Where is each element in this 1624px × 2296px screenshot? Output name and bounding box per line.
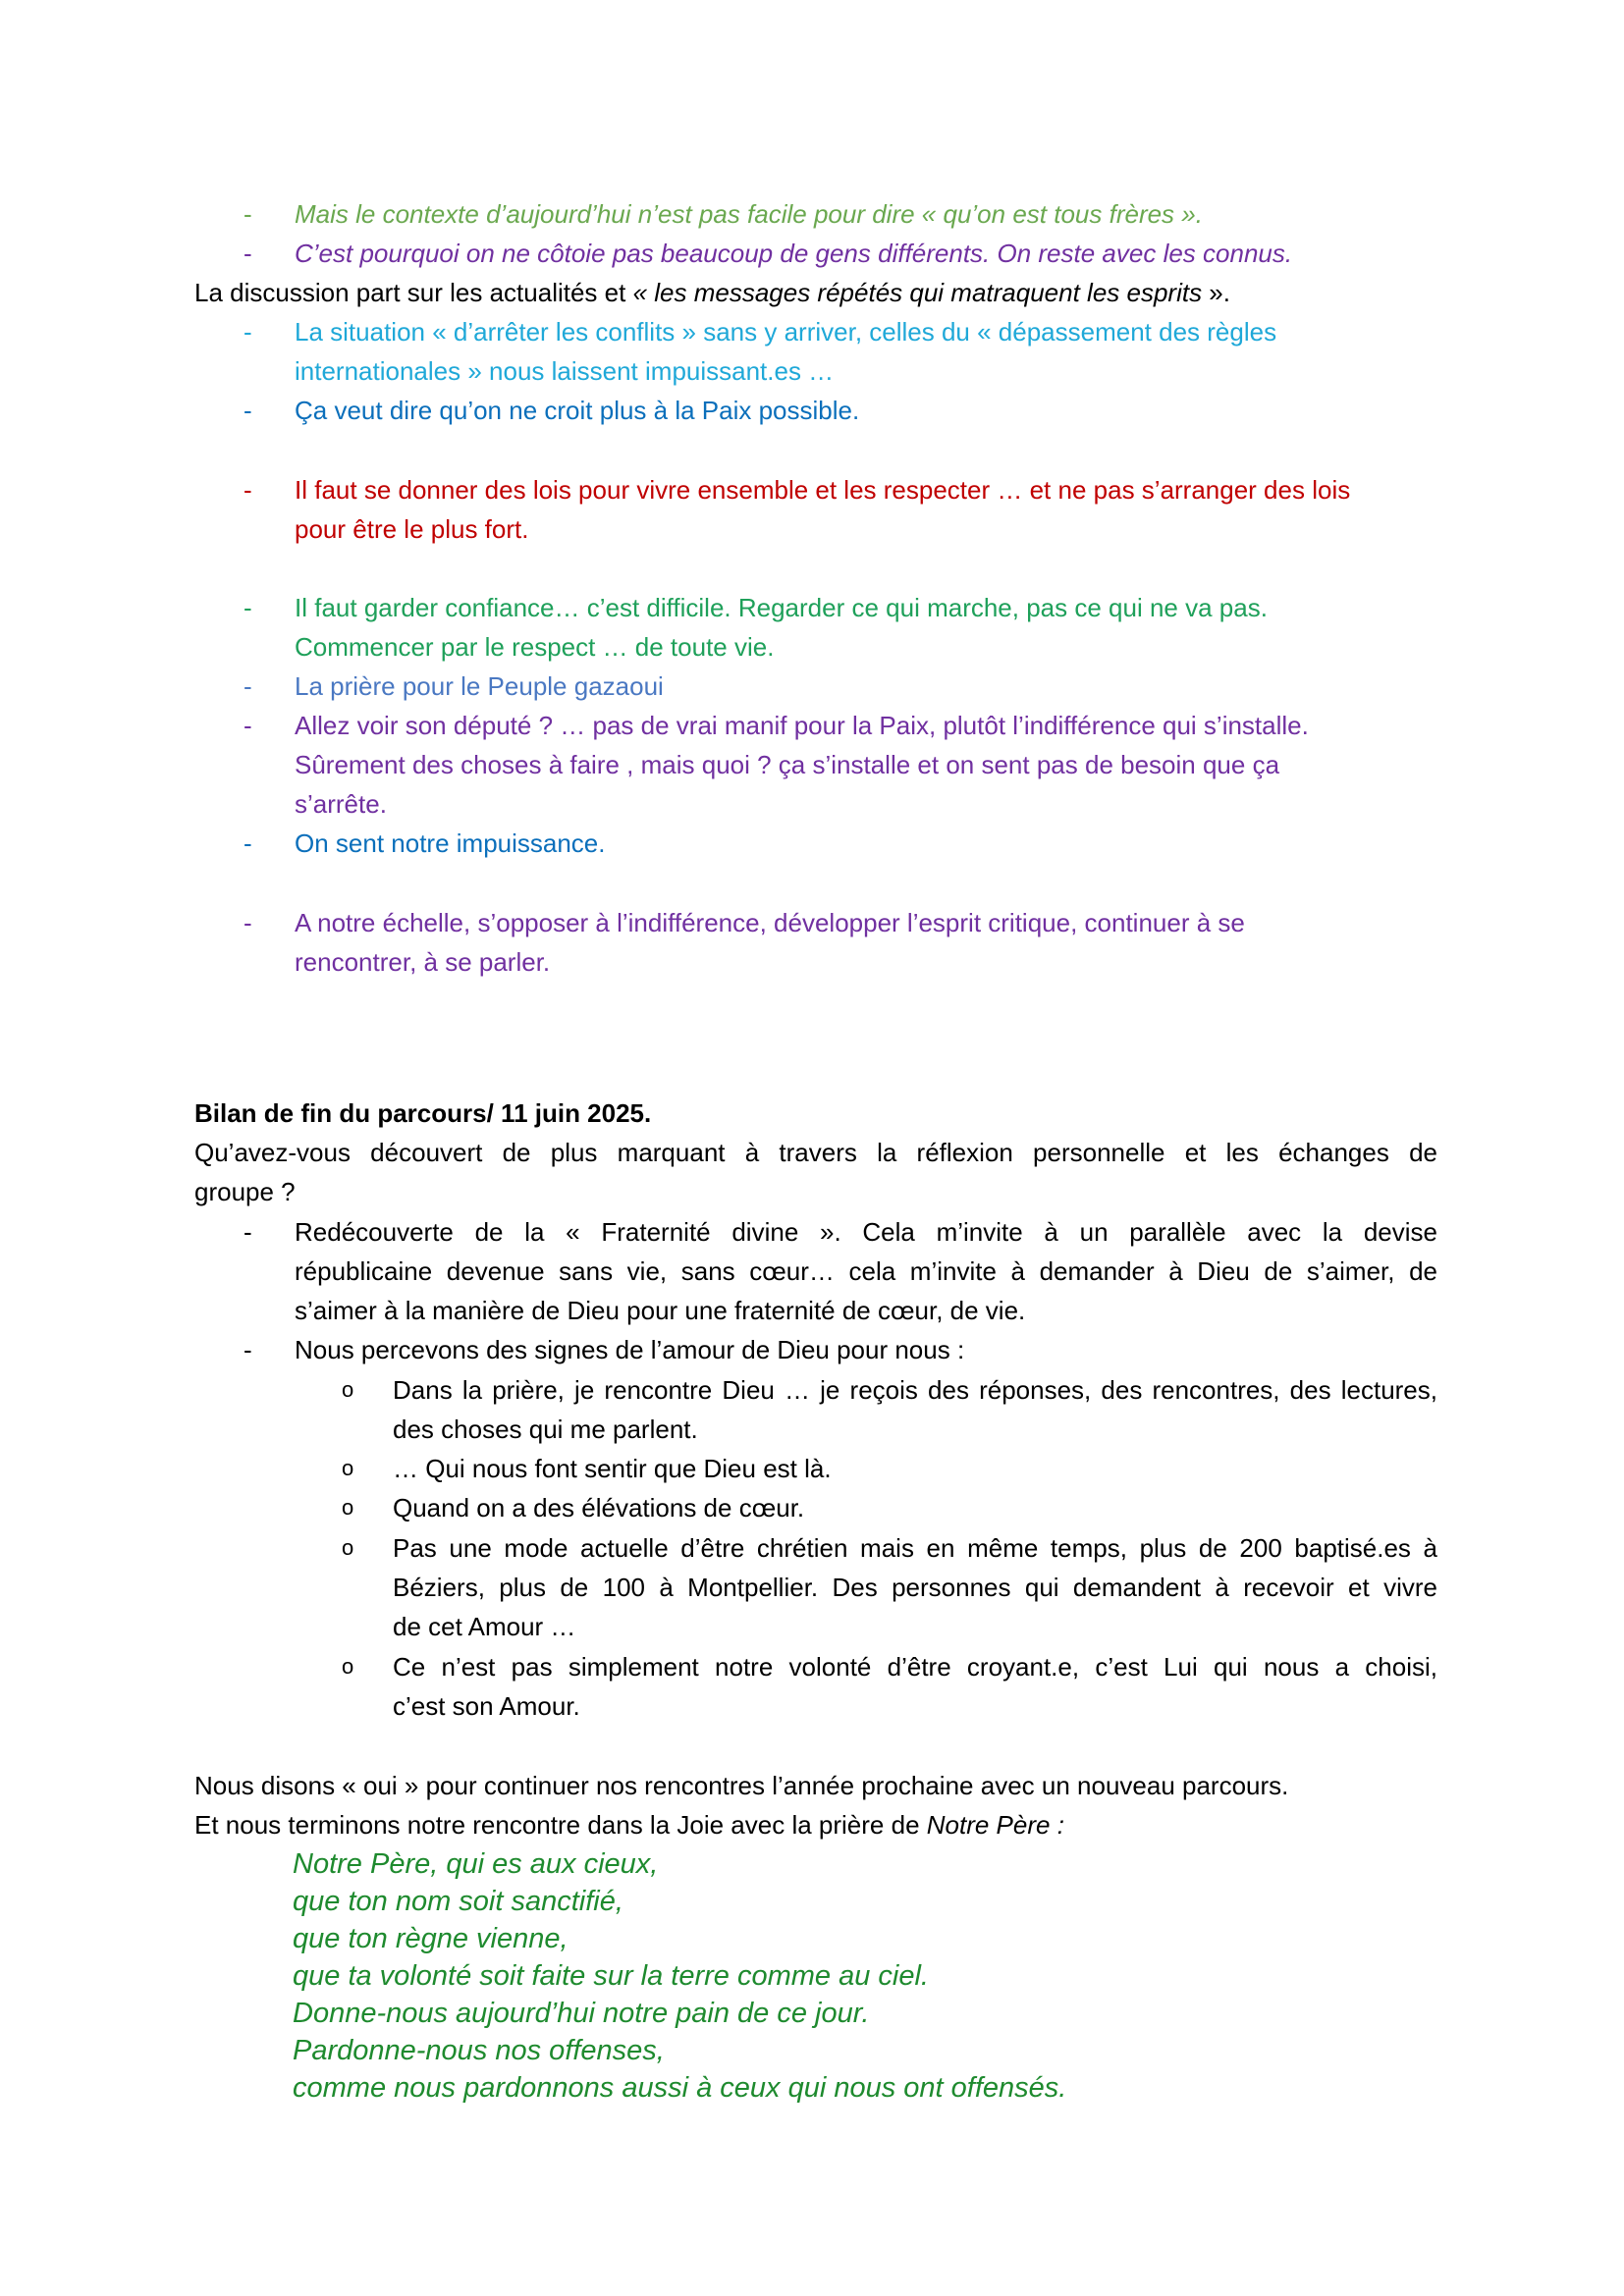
sub-volonte-l1: Ce n’est pas simplement notre volonté d’être croyant.e, c’est Lui qui nous a choisi, xyxy=(393,1652,1437,1682)
bullet-echelle-l2: rencontrer, à se parler. xyxy=(295,947,551,977)
bullet-lois-l2: pour être le plus fort. xyxy=(295,514,529,544)
sub-mode-l3: de cet Amour … xyxy=(393,1612,576,1641)
fraternite-l3: s’aimer à la manière de Dieu pour une fraternité de cœur, de vie. xyxy=(295,1296,1026,1325)
oui-paragraph: Nous disons « oui » pour continuer nos rencontres l’année prochaine avec un nouveau parcours. xyxy=(194,1771,1289,1800)
prayer-line: que ton règne vienne, xyxy=(293,1923,568,1954)
bullet-confiance-l1: Il faut garder confiance… c’est difficile. Regarder ce qui marche, pas ce qui ne va pas. xyxy=(295,593,1268,622)
circle-bullet: o xyxy=(342,1535,354,1560)
bullet-dash: - xyxy=(244,1335,252,1364)
question-l1: Qu’avez-vous découvert de plus marquant à travers la réflexion personnelle et les échanges de xyxy=(194,1138,1437,1167)
circle-bullet: o xyxy=(342,1377,354,1402)
bullet-depute-l1: Allez voir son député ? … pas de vrai manif pour la Paix, plutôt l’indifférence qui s’installe. xyxy=(295,711,1309,740)
bullet-dash: - xyxy=(244,199,252,229)
prayer-line: que ton nom soit sanctifié, xyxy=(293,1886,623,1917)
circle-bullet: o xyxy=(342,1495,354,1520)
bullet-dash: - xyxy=(244,671,252,701)
signes-line: Nous percevons des signes de l’amour de Dieu pour nous : xyxy=(295,1335,965,1364)
bullet-echelle-l1: A notre échelle, s’opposer à l’indifférence, développer l’esprit critique, continuer à se xyxy=(295,908,1245,937)
bullet-priere: La prière pour le Peuple gazaoui xyxy=(295,671,664,701)
bullet-dash: - xyxy=(244,317,252,347)
sub-volonte-l2: c’est son Amour. xyxy=(393,1691,580,1721)
bullet-contexte: Mais le contexte d’aujourd’hui n’est pas facile pour dire « qu’on est tous frères ». xyxy=(295,199,1203,229)
bullet-impuissance: On sent notre impuissance. xyxy=(295,828,606,858)
bullet-dash: - xyxy=(244,908,252,937)
prayer-line: Notre Père, qui es aux cieux, xyxy=(293,1848,659,1880)
circle-bullet: o xyxy=(342,1654,354,1679)
bullet-dash: - xyxy=(244,396,252,425)
prayer-line: que ta volonté soit faite sur la terre comme au ciel. xyxy=(293,1960,929,1992)
notre-pere-title: Notre Père : xyxy=(926,1810,1064,1840)
prayer-line: Donne-nous aujourd’hui notre pain de ce jour. xyxy=(293,1998,870,2029)
fraternite-l1: Redécouverte de la « Fraternité divine ». Cela m’invite à un parallèle avec la devise xyxy=(295,1217,1437,1247)
bullet-situation-l2: internationales » nous laissent impuissant.es … xyxy=(295,356,835,386)
terminons-paragraph xyxy=(194,1805,1064,1844)
discussion-pre: La discussion part sur les actualités et xyxy=(194,278,633,307)
bullet-dash: - xyxy=(244,1217,252,1247)
bullet-dash: - xyxy=(244,239,252,268)
prayer-line: Pardonne-nous nos offenses, xyxy=(293,2035,665,2066)
bullet-cotoie: C’est pourquoi on ne côtoie pas beaucoup de gens différents. On reste avec les connus. xyxy=(295,239,1293,268)
bullet-dash: - xyxy=(244,828,252,858)
sub-mode-l1: Pas une mode actuelle d’être chrétien mais en même temps, plus de 200 baptisé.es à xyxy=(393,1533,1437,1563)
fraternite-l2: républicaine devenue sans vie, sans cœur… cela m’invite à demander à Dieu de s’aimer, de xyxy=(295,1256,1437,1286)
sub-mode-l2: Béziers, plus de 100 à Montpellier. Des personnes qui demandent à recevoir et vivre xyxy=(393,1573,1437,1602)
bullet-dash: - xyxy=(244,593,252,622)
prayer-line: comme nous pardonnons aussi à ceux qui nous ont offensés. xyxy=(293,2072,1067,2104)
bullet-depute-l3: s’arrête. xyxy=(295,789,387,819)
question-l2: groupe ? xyxy=(194,1177,296,1206)
sub-dieu-la: … Qui nous font sentir que Dieu est là. xyxy=(393,1454,832,1483)
bullet-confiance-l2: Commencer par le respect … de toute vie. xyxy=(295,632,775,662)
bullet-dash: - xyxy=(244,475,252,505)
sub-priere-l1: Dans la prière, je rencontre Dieu … je reçois des réponses, des rencontres, des lectures, xyxy=(393,1375,1437,1405)
bullet-dash: - xyxy=(244,711,252,740)
discussion-quote: « les messages répétés qui matraquent les esprits xyxy=(632,278,1203,307)
sub-elevations: Quand on a des élévations de cœur. xyxy=(393,1493,805,1522)
bullet-lois-l1: Il faut se donner des lois pour vivre ensemble et les respecter … et ne pas s’arranger des lois xyxy=(295,475,1351,505)
circle-bullet: o xyxy=(342,1456,354,1480)
bullet-situation-l1: La situation « d’arrêter les conflits » sans y arriver, celles du « dépassement des règles xyxy=(295,317,1277,347)
terminons-text: Et nous terminons notre rencontre dans la Joie avec la prière de xyxy=(194,1810,927,1840)
discussion-post: ». xyxy=(1202,278,1230,307)
sub-priere-l2: des choses qui me parlent. xyxy=(393,1415,698,1444)
discussion-line xyxy=(194,273,1230,312)
section-heading: Bilan de fin du parcours/ 11 juin 2025. xyxy=(194,1098,652,1128)
bullet-depute-l2: Sûrement des choses à faire , mais quoi ? ça s’installe et on sent pas de besoin que ça xyxy=(295,750,1280,779)
bullet-paix: Ça veut dire qu’on ne croit plus à la Paix possible. xyxy=(295,396,860,425)
